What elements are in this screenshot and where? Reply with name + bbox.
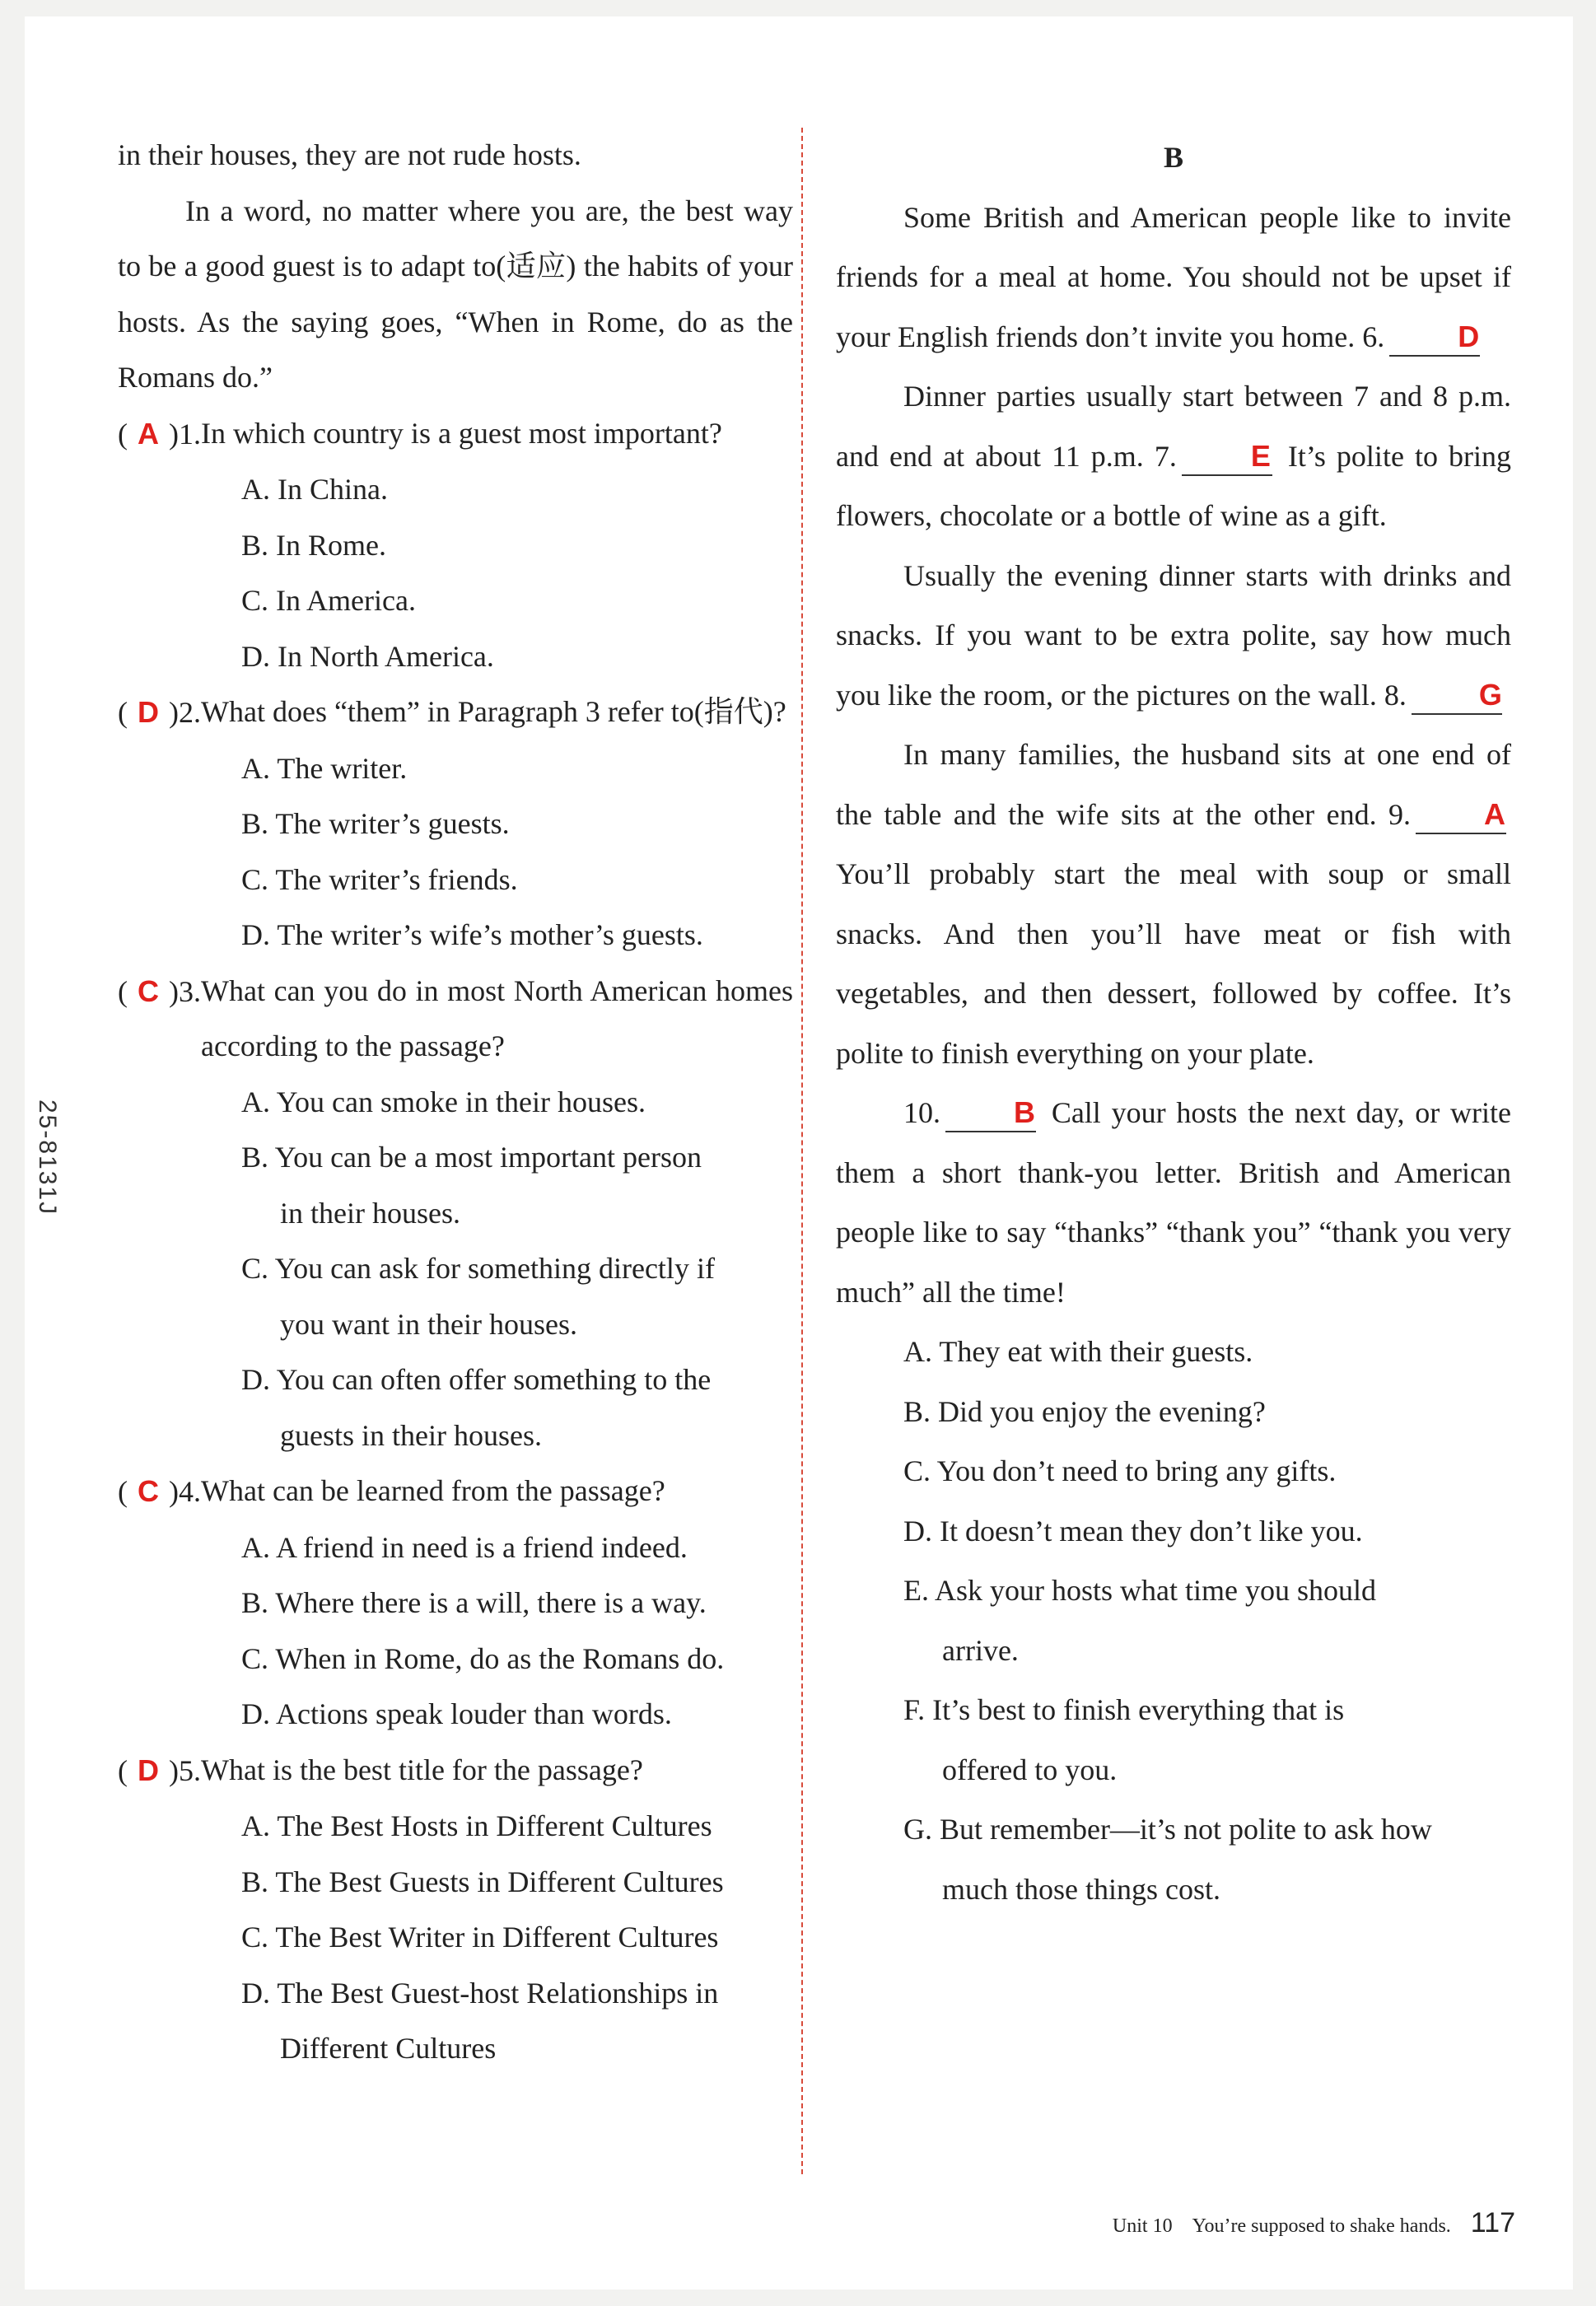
question-5: ( D )5. What is the best title for the passage? A. The Best Hosts in Different Cultures B. The Best Guests in Different Cultures C. The Best Writer in Different Cultures D. The Best Guest-host Relationships in Different Cultures (118, 1743, 793, 2077)
footer-unit: Unit 10 (1112, 2215, 1173, 2237)
answer-options (836, 1322, 1511, 1919)
option: C. The writer’s friends. (241, 862, 518, 896)
left-column (118, 128, 793, 2077)
conclusion-paragraph: In a word, no matter where you are, the best way to be a good guest is to adapt to(适应) the habits of your hosts. As the saying goes, “When in Rome, do as the Romans do.” (118, 194, 793, 394)
paragraph-3: Usually the evening dinner starts with drinks and snacks. If you want to be extra polite, say how much you like the room, or the pictures on the wall. 8. G (836, 546, 1511, 726)
option: A. They eat with their guests. (903, 1335, 1253, 1368)
option: A. The Best Hosts in Different Cultures (241, 1809, 712, 1842)
blank-10: B (945, 1095, 1036, 1132)
side-code: 25-8131J (34, 1099, 61, 1216)
option: B. The Best Guests in Different Cultures (241, 1865, 724, 1898)
option: E. Ask your hosts what time you should (903, 1574, 1376, 1607)
option: D. The writer’s wife’s mother’s guests. (241, 918, 703, 951)
question-text: What can you do in most North American homes according to the passage? (201, 973, 793, 1062)
section-heading: B (1163, 141, 1183, 174)
option: B. Where there is a will, there is a way. (241, 1586, 707, 1619)
option: F. It’s best to finish everything that is (903, 1693, 1345, 1726)
option: G. But remember—it’s not polite to ask how (903, 1813, 1432, 1846)
answer-4: C (138, 1474, 159, 1508)
option-continued: arrive. (942, 1633, 1019, 1667)
question-text: What is the best title for the passage? (201, 1753, 643, 1786)
option: A. A friend in need is a friend indeed. (241, 1530, 688, 1564)
option: D. Actions speak louder than words. (241, 1697, 672, 1730)
option: D. It doesn’t mean they don’t like you. (903, 1514, 1363, 1547)
option: C. When in Rome, do as the Romans do. (241, 1641, 725, 1675)
question-text: In which country is a guest most important? (201, 416, 722, 450)
answer-1: A (138, 416, 159, 450)
option: B. In Rome. (241, 528, 386, 562)
blank-6: D (1389, 319, 1480, 357)
page-footer (1046, 2207, 1515, 2239)
option-continued: offered to you. (942, 1753, 1118, 1786)
option-continued: much those things cost. (942, 1872, 1220, 1906)
option: C. You don’t need to bring any gifts. (903, 1454, 1337, 1487)
footer-title: You’re supposed to shake hands. (1192, 2215, 1451, 2237)
option: B. You can be a most important person (241, 1141, 702, 1174)
question-text: What does “them” in Paragraph 3 refer to(指代)? (201, 695, 786, 728)
question-2: ( D )2. What does “them” in Paragraph 3 refer to(指代)? A. The writer. B. The writer’s guests. C. The writer’s friends. D. The writer’s wife’s mother’s guests. (118, 684, 793, 964)
intro-end: in their houses, they are not rude hosts. (118, 138, 581, 171)
option: C. You can ask for something directly if (241, 1252, 715, 1285)
option: A. You can smoke in their houses. (241, 1085, 646, 1118)
option: A. In China. (241, 473, 388, 506)
option: D. You can often offer something to the (241, 1363, 712, 1396)
option: C. The Best Writer in Different Cultures (241, 1921, 719, 1954)
workbook-page (25, 16, 1573, 2290)
answer-3: C (138, 973, 159, 1008)
option: C. In America. (241, 584, 416, 617)
question-text: What can be learned from the passage? (201, 1474, 665, 1507)
column-divider (801, 128, 803, 2174)
question-3: ( C )3. What can you do in most North American homes according to the passage? A. You can smoke in their houses. B. You can be a most important person in their houses. C. You can ask for something directly if you want in their houses. D. You can often offer something to the guests in their houses. (118, 964, 793, 1464)
option: A. The writer. (241, 751, 408, 785)
option-continued: in their houses. (280, 1196, 460, 1230)
blank-7: E (1182, 438, 1272, 476)
answer-5: D (138, 1753, 159, 1787)
answer-2: D (138, 695, 159, 729)
option-continued: you want in their houses. (280, 1307, 577, 1341)
option: D. In North America. (241, 639, 494, 673)
option: D. The Best Guest-host Relationships in (241, 1976, 719, 2010)
paragraph-4: In many families, the husband sits at one end of the table and the wife sits at the other end. 9. A You’ll probably start the meal with soup or small snacks. And then you’ll have meat or fish with vegetables, and then dessert, followed by coffee. It’s polite to finish everything on your plate. (836, 738, 1511, 1070)
paragraph-1: Some British and American people like to invite friends for a meal at home. You should not be upset if your English friends don’t invite you home. 6. D (836, 188, 1511, 367)
blank-8: G (1412, 677, 1502, 715)
page-number: 117 (1470, 2207, 1515, 2238)
option: B. The writer’s guests. (241, 807, 510, 840)
option-continued: Different Cultures (280, 2032, 497, 2065)
question-1: ( A )1. In which country is a guest most important? A. In China. B. In Rome. C. In America. D. In North America. (118, 406, 793, 685)
paragraph-5: 10. B Call your hosts the next day, or write them a short thank-you letter. British and American people like to say “thanks” “thank you” “thank you very much” all the time! (836, 1095, 1512, 1309)
right-column (836, 128, 1511, 1919)
paragraph-2: Dinner parties usually start between 7 and 8 p.m. and end at about 11 p.m. 7. E It’s polite to bring flowers, chocolate or a bottle of wine as a gift. (836, 380, 1511, 532)
blank-9: A (1416, 796, 1506, 834)
option-continued: guests in their houses. (280, 1418, 542, 1452)
option: B. Did you enjoy the evening? (903, 1394, 1266, 1428)
question-4: ( C )4. What can be learned from the passage? A. A friend in need is a friend indeed. B. Where there is a will, there is a way. C. When in Rome, do as the Romans do. D. Actions speak louder than words. (118, 1463, 793, 1743)
